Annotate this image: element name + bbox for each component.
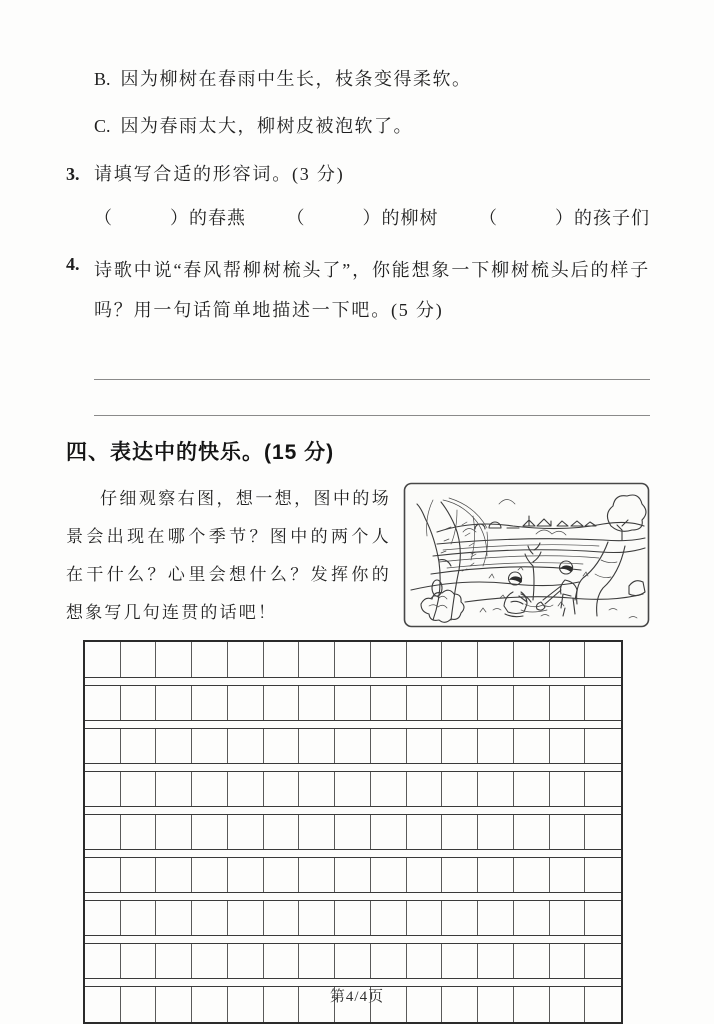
grid-cell [299,642,335,677]
grid-cell [264,686,300,720]
grid-cell [335,944,371,978]
grid-cell [299,686,335,720]
grid-cell [85,944,121,978]
grid-cell [585,642,621,677]
grid-cell [585,858,621,892]
grid-cell [585,772,621,806]
grid-cell [407,944,443,978]
grid-cell [299,944,335,978]
grid-cell [228,858,264,892]
grid-cell [371,944,407,978]
grid-cell [156,642,192,677]
grid-cell [156,858,192,892]
grid-cell [335,642,371,677]
grid-cell [407,686,443,720]
grid-cell [228,686,264,720]
grid-cell [478,729,514,763]
choice-c-label: C. [94,116,111,136]
grid-cell [264,858,300,892]
grid-cell [514,772,550,806]
grid-cell [85,729,121,763]
grid-cell [442,815,478,849]
grid-cell [371,815,407,849]
choice-c-text: 因为春雨太大，柳树皮被泡软了。 [120,116,414,136]
grid-cell [192,729,228,763]
grid-cell [514,642,550,677]
blank-item-2: （ ）的柳树 [286,208,439,228]
grid-cell [478,815,514,849]
grid-cell [121,901,157,935]
grid-cell [585,729,621,763]
grid-cell [371,772,407,806]
grid-row [85,943,621,979]
grid-cell [192,944,228,978]
grid-cell [550,858,586,892]
grid-cell [585,901,621,935]
grid-cell [228,815,264,849]
grid-cell [192,642,228,677]
grid-cell [299,772,335,806]
grid-cell [550,901,586,935]
planting-scene-drawing [403,482,650,628]
grid-cell [335,686,371,720]
grid-cell [478,686,514,720]
grid-cell [371,858,407,892]
question-3-prompt: 请填写合适的形容词。(3 分) [94,164,345,184]
grid-cell [550,772,586,806]
grid-cell [121,686,157,720]
grid-cell [299,815,335,849]
children-planting-tree-illustration [403,482,650,628]
grid-cell [121,858,157,892]
grid-cell [121,729,157,763]
grid-cell [442,858,478,892]
grid-cell [335,901,371,935]
grid-cell [585,944,621,978]
grid-cell [85,815,121,849]
composition-instructions: 仔细观察右图，想一想，图中的场景会出现在哪个季节？图中的两个人在干什么？心里会想什么？发挥你的想象写几句连贯的话吧！ [66,489,391,622]
question-3-blanks [94,204,650,230]
question-4-prompt: 诗歌中说“春风帮柳树梳头了”，你能想象一下柳树梳头后的样子吗？用一句话简单地描述一下吧。(5 分) [94,260,650,320]
grid-cell [121,944,157,978]
question-4 [66,250,650,330]
grid-cell [407,729,443,763]
question-4-number: 4. [66,254,80,274]
grid-cell [85,772,121,806]
grid-cell [478,642,514,677]
grid-cell [407,772,443,806]
answer-line-2 [94,380,650,416]
choice-b-text: 因为柳树在春雨中生长，枝条变得柔软。 [120,69,472,89]
blank-item-1: （ ）的春燕 [94,208,246,228]
grid-cell [156,729,192,763]
grid-cell [299,858,335,892]
grid-cell [121,815,157,849]
grid-cell [335,815,371,849]
grid-cell [228,642,264,677]
grid-cell [550,642,586,677]
question-3 [66,160,650,188]
grid-cell [85,642,121,677]
grid-cell [514,944,550,978]
grid-cell [514,815,550,849]
grid-row [85,771,621,807]
grid-cell [550,944,586,978]
grid-cell [192,901,228,935]
grid-cell [228,729,264,763]
grid-row [85,642,621,678]
grid-cell [478,772,514,806]
grid-cell [442,772,478,806]
grid-cell [121,642,157,677]
grid-cell [371,686,407,720]
grid-cell [156,901,192,935]
writing-answer-grid [83,640,623,1024]
grid-cell [407,815,443,849]
grid-row [85,857,621,893]
grid-cell [407,901,443,935]
grid-cell [407,642,443,677]
answer-line-1 [94,344,650,380]
grid-cell [85,901,121,935]
grid-cell [156,686,192,720]
grid-cell [192,858,228,892]
grid-cell [264,772,300,806]
grid-cell [192,686,228,720]
grid-cell [371,642,407,677]
grid-cell [192,772,228,806]
grid-cell [442,901,478,935]
grid-row [85,900,621,936]
choice-b-label: B. [94,69,111,89]
grid-cell [192,815,228,849]
grid-cell [228,944,264,978]
grid-cell [264,944,300,978]
grid-row [85,728,621,764]
page-number-indicator: 第4/4页 [329,989,385,1005]
grid-cell [264,642,300,677]
grid-cell [371,729,407,763]
grid-cell [371,901,407,935]
grid-cell [585,686,621,720]
grid-cell [156,944,192,978]
grid-row [85,685,621,721]
grid-cell [514,858,550,892]
grid-cell [514,686,550,720]
choice-option-b [94,66,650,92]
grid-cell [264,901,300,935]
grid-cell [478,944,514,978]
question-3-number: 3. [66,164,80,184]
grid-cell [335,772,371,806]
grid-cell [299,729,335,763]
grid-cell [264,815,300,849]
grid-cell [514,901,550,935]
grid-cell [335,858,371,892]
grid-cell [442,686,478,720]
section-4-heading: 四、表达中的快乐。(15 分) [66,441,335,464]
grid-cell [299,901,335,935]
grid-cell [228,901,264,935]
grid-cell [121,772,157,806]
grid-cell [550,815,586,849]
grid-cell [550,686,586,720]
grid-cell [550,729,586,763]
composition-block [66,480,650,632]
grid-cell [442,729,478,763]
grid-cell [407,858,443,892]
grid-cell [85,686,121,720]
grid-cell [478,858,514,892]
grid-cell [228,772,264,806]
choice-option-c [94,113,650,139]
grid-cell [156,815,192,849]
grid-cell [264,729,300,763]
grid-cell [442,642,478,677]
grid-cell [442,944,478,978]
grid-cell [85,858,121,892]
grid-cell [478,901,514,935]
grid-cell [156,772,192,806]
grid-cell [585,815,621,849]
blank-item-3: （ ）的孩子们 [479,208,650,228]
grid-cell [514,729,550,763]
grid-row [85,814,621,850]
grid-cell [335,729,371,763]
